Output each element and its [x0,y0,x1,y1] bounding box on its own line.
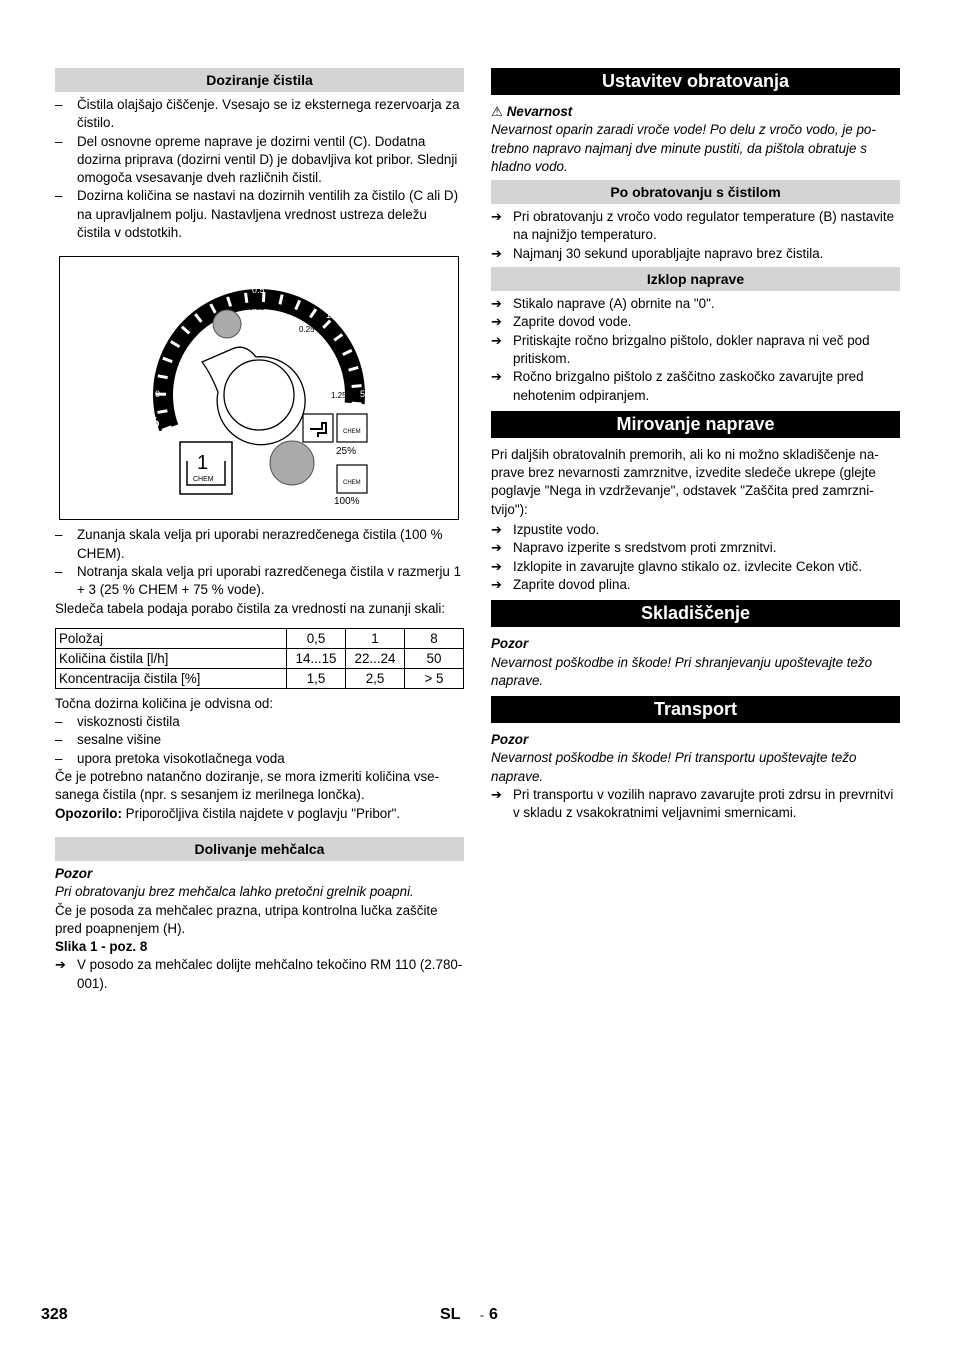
note-label: Opozorilo: [55,805,122,821]
list-item: – Notranja skala velja pri uporabi razredčenega čistila v razmerju 1 + 3 (25 % CHEM + 75 % vode). [55,563,464,600]
arrow-icon: ➔ [491,296,502,312]
arrow-icon: ➔ [55,957,66,973]
note-text: Priporočljiva čistila najdete v poglavju "Pribor". [121,805,401,821]
sub-page-number: 6 [489,1306,498,1323]
list-item: – Zunanja skala velja pri uporabi nerazredčenega čistila (100 % CHEM). [55,526,464,563]
chem-100-icon [337,465,367,493]
list-item: ➔ Zaprite dovod plina. [491,576,900,594]
table-cell: 1,5 [287,668,346,688]
mirovanje-text: Pri daljših obratovalnih premorih, ali ko ni možno skladiščenje naprave brez nevarnosti zamrznitve, izvedite sledeče ukrepe (glejte poglavje "Nega in vzdrževanje", odstavek "Zaščita pred zamrznitvijo"): [491,446,879,517]
note-paragraph [55,805,464,823]
list-item: ➔ Ročno brizgalno pištolo z zaščitno zaskočko zavarujte pred nehotenim odpiranjem. [491,369,864,403]
po-list [491,208,900,263]
heading-skladiscenje: Skladiščenje [491,600,900,627]
danger-text: Nevarnost oparin zaradi vroče vode! Po delu z vročo vodo, je potrebno napravo najmanj dve minute pustiti, da pištola obratuje s hladno vodo. [491,122,876,174]
table-cell: 50 [405,648,464,668]
knob-center [224,360,294,430]
scale-label-1: 1 [326,310,332,321]
arrow-icon: ➔ [491,558,502,574]
indicator-light [213,310,241,338]
percent-symbol: % [146,414,160,432]
arrow-icon: ➔ [491,332,502,348]
list-item: – Čistila olajšajo čiščenje. Vsesajo se iz eksternega rezervoarja za čistilo. [55,96,464,133]
list-item: ➔ Pri transportu v vozilih napravo zavarujte proti zdrsu in prevrnitvi v skladu z vsakokratnimi veljavnimi smernicami. [491,787,894,821]
chem-icon-number: 1 [197,452,209,475]
table-cell: 14...15 [287,648,346,668]
heading-doziranje-cistila: Doziranje čistila [55,68,464,92]
figure-reference: Slika 1 - poz. 8 [55,939,148,955]
mirovanje-list [491,521,900,594]
arrow-icon: ➔ [491,540,502,556]
table-cell: 22...24 [346,648,405,668]
heading-po-obratovanju: Po obratovanju s čistilom [491,180,900,204]
list-item: ➔ Napravo izperite s sredstvom proti zmrznitvi. [491,539,900,557]
arrow-icon: ➔ [491,522,502,538]
caution-label: Pozor [491,636,529,652]
page-number: 328 [41,1306,68,1323]
label-25-percent: 25% [336,446,357,458]
table-cell: 0,5 [287,628,346,648]
inner-label-1-25: 1.25 [331,391,347,401]
dial-tick [246,293,247,303]
arrow-icon: ➔ [491,576,502,592]
second-dial-knob [270,441,314,485]
list-item: – Dozirna količina se nastavi na dozirnih ventilih za čistilo (C ali D) na upravljalnem polju. Nastavljena vrednost ustreza deležu čistila v odstotkih. [55,187,464,242]
depends-list [55,713,464,768]
table-cell: 1 [346,628,405,648]
left-column [55,68,464,993]
consumption-table [55,628,464,689]
table-cell: > 5 [405,668,464,688]
transport-list [491,786,900,823]
fill-list [55,956,464,993]
table-intro: Sledeča tabela podaja porabo čistila za vrednosti na zunanji skali: [55,600,446,616]
language-code: SL [440,1306,461,1323]
heading-dolivanje-mehcalca: Dolivanje mehčalca [55,837,464,861]
list-item: ➔ Izpustite vodo. [491,521,900,539]
list-item: ➔ Stikalo naprave (A) obrnite na "0". [491,295,900,313]
list-item: – upora pretoka visokotlačnega voda [55,750,464,768]
arrow-icon: ➔ [491,209,502,225]
arrow-icon: ➔ [491,369,502,385]
list-item: – viskoznosti čistila [55,713,464,731]
dial-tick [352,403,362,404]
footer-dash: - [480,1308,484,1322]
list-item: ➔ Pritiskajte ročno brizgalno pištolo, dokler naprava ni več pod pritiskom. [491,332,870,366]
table-cell: Količina čistila [l/h] [56,648,287,668]
inner-label-0-12: 0.12 [249,303,265,313]
svg-text:CHEM: CHEM [343,429,361,436]
table-row [56,668,464,688]
chem-icon-label: CHEM [193,476,214,484]
transport-caution-text: Nevarnost poškodbe in škode! Pri transportu upoštevajte težo naprave. [491,750,857,784]
heading-ustavitev-obratovanja: Ustavitev obratovanja [491,68,900,95]
dosing-dial-illustration [60,257,458,519]
arrow-icon: ➔ [491,787,502,803]
heading-mirovanje-naprave: Mirovanje naprave [491,411,900,438]
dial-tick [157,411,167,413]
scale-label-5: 5 [360,389,366,400]
inner-label-0-25: 0.25 [299,325,315,335]
list-item: ➔ Pri obratovanju z vročo vodo regulator temperature (B) nastavite na najnižjo temperaturo. [491,209,895,243]
arrow-icon: ➔ [491,314,502,330]
table-row [56,628,464,648]
exact-dosing-text: Če je potrebno natančno doziranje, se mora izmeriti količina vsesanega čistila (npr. s sesanjem iz merilnega lončka). [55,769,440,803]
scale-list [55,526,464,599]
dial-tick [158,376,168,378]
table-row [56,648,464,668]
right-column [491,68,900,823]
table-cell: 2,5 [346,668,405,688]
caution-label: Pozor [55,865,93,881]
caution-label: Pozor [491,732,529,748]
depends-text: Točna dozirna količina je odvisna od: [55,695,274,711]
list-item: ➔ Najmanj 30 sekund uporabljajte napravo brez čistila. [491,245,900,263]
izklop-list [491,295,900,405]
dial-tick [352,386,362,387]
empty-container-text: Če je posoda za mehčalec prazna, utripa kontrolna lučka zaščite pred poapnenjem (H). [55,902,438,936]
warning-triangle-icon: ⚠ [491,104,504,119]
table-cell: Koncentracija čistila [%] [56,668,287,688]
scale-label-0: 0 [155,389,161,400]
danger-label: ⚠ Nevarnost [491,104,573,119]
table-cell: Položaj [56,628,287,648]
doziranje-list [55,96,464,242]
arrow-icon: ➔ [491,245,502,261]
scale-label-0-5: 0.5 [252,285,265,296]
list-item: ➔ Izklopite in zavarujte glavno stikalo oz. izvlecite Cekon vtič. [491,558,900,576]
list-item: ➔ Zaprite dovod vode. [491,313,900,331]
list-item: – Del osnovne opreme naprave je dozirni ventil (C). Dodatna dozirna priprava (dozirni ventil D) je dobavljiva kot pribor. Slednji omogoča vsesavanje dveh različnih čistil. [55,133,464,188]
list-item: ➔ V posodo za mehčalec dolijte mehčalno tekočino RM 110 (2.780-001). [55,957,463,991]
heading-transport: Transport [491,696,900,723]
chem-25-icon [337,414,367,442]
list-item: – sesalne višine [55,731,464,749]
table-cell: 8 [405,628,464,648]
svg-text:CHEM: CHEM [343,480,361,487]
caution-text: Pri obratovanju brez mehčalca lahko pretočni grelnik poapni. [55,884,414,900]
heading-izklop-naprave: Izklop naprave [491,267,900,291]
label-100-percent: 100% [334,496,360,508]
dosing-dial-figure [59,256,459,520]
storage-caution-text: Nevarnost poškodbe in škode! Pri shranjevanju upoštevajte težo naprave. [491,654,873,688]
